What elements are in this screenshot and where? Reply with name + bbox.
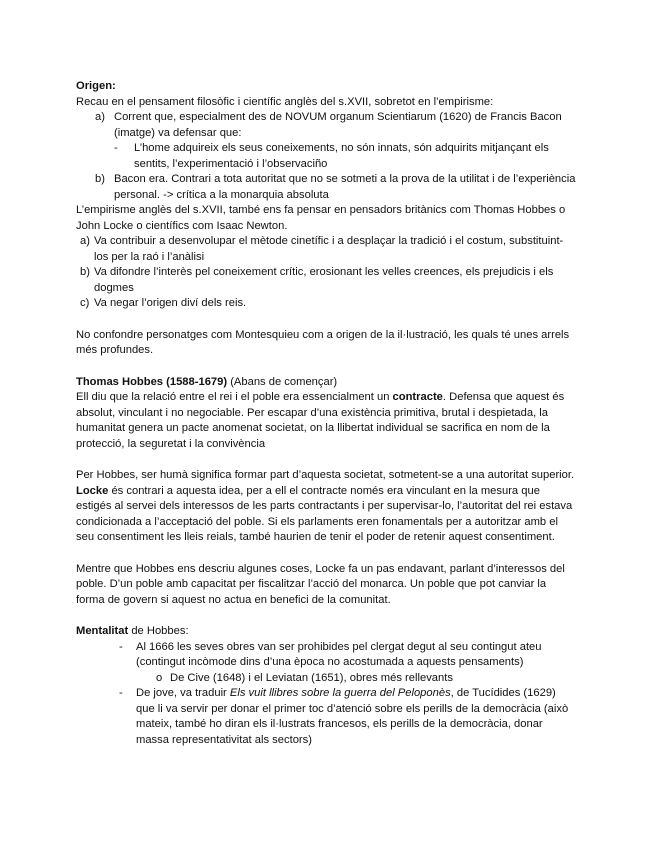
section-heading-origen: Origen:	[76, 80, 116, 92]
list-item-text: Va contribuir a desenvolupar el mètode cinetífic i a desplaçar la tradició i el costum, substituint-los per la raó i l’anàlisi	[94, 235, 564, 263]
list-item-text: Va negar l’origen diví dels reis.	[94, 297, 247, 309]
list-item	[76, 172, 576, 203]
list-item	[76, 234, 576, 265]
list-item-text: Bacon era. Contrari a tota autoritat que no se sotmeti a la prova de la utilitat i de l’experiència personal. -> crítica a la monarquia absoluta	[114, 173, 576, 201]
list-item-text: Va difondre l’interès pel coneixement crític, erosionant les velles creences, els prejudicis i els dogmes	[94, 266, 554, 294]
list-item-text: L’home adquireix els seus coneixements, no són innats, són adquirits mitjançant els sentits, l’experimentació i l’observaciño	[134, 142, 549, 170]
origen-intro: Recau en el pensament filosòfic i científic anglès del s.XVII, sobretot en l’empirisme:	[76, 95, 494, 108]
list-subitem	[76, 141, 576, 172]
list-marker: b)	[95, 173, 105, 185]
empirisme-paragraph: L’empirisme anglès del s.XVII, també ens fa pensar en pensadors britànics com Thomas Hobbes o John Locke o científics com Isaac Newton.	[76, 204, 566, 232]
list-item-text: De jove, va traduir Els vuit llibres sobre la guerra del Peloponès, de Tucídides (1629) que li va servir per donar el primer toc d’atenció sobre els perills de la democràcia (això mateix, també ho diran els il·lustrats francesos, els perills de la democràcia, donar massa representativitat als sectors)	[136, 687, 569, 746]
list-marker: o	[156, 671, 163, 684]
section-heading-mentalitat: Mentalitat de Hobbes:	[76, 625, 189, 637]
list-marker: c)	[80, 297, 90, 309]
list-item	[76, 265, 576, 296]
list-marker: -	[119, 640, 123, 653]
list-marker: b)	[80, 266, 90, 278]
list-item	[76, 110, 576, 141]
list-item-text: Al 1666 les seves obres van ser prohibides pel clergat degut al seu contingut ateu (contingut incòmode dins d’una època no acostumada a aquests pensaments)	[136, 640, 542, 668]
section-heading-hobbes: Thomas Hobbes (1588-1679) (Abans de començar)	[76, 375, 338, 388]
list-item-text: De Cive (1648) i el Leviatan (1651), obres més rellevants	[170, 671, 453, 684]
hobbes-paragraph-1: Ell diu que la relació entre el rei i el poble era essencialment un contracte. Defensa que aquest és absolut, vinculant i no negociable. Per escapar d’una existència primitiva, brutal i despietada, la humanitat genera un pacte anomenat societat, on la llibertat individual se sacrifica en nom de la protecció, la seguretat i la convivència	[76, 391, 565, 450]
hobbes-paragraph-3: Mentre que Hobbes ens descriu algunes coses, Locke fa un pas endavant, parlant d’interessos del poble. D’un poble amb capacitat per fiscalitzar l’acció del monarca. Un poble que pot canviar la forma de govern si aquest no actua en benefici de la comunitat.	[76, 562, 565, 606]
list-item	[76, 686, 576, 748]
list-marker: a)	[80, 235, 90, 247]
list-item-text: Corrent que, especialment des de NOVUM organum Scientiarum (1620) de Francis Bacon (imatge) va defensar que:	[114, 111, 562, 139]
list-marker: a)	[95, 111, 105, 123]
list-item	[76, 296, 576, 312]
document-page	[76, 79, 576, 748]
list-marker: -	[119, 687, 123, 699]
note-paragraph: No confondre personatges com Montesquieu com a origen de la il·lustració, les quals té unes arrels més profundes.	[76, 328, 570, 356]
hobbes-paragraph-2: Per Hobbes, ser humà significa formar part d’aquesta societat, sotmetent-se a una autoritat superior. Locke és contrari a aquesta idea, per a ell el contracte només era vinculant en la mesura que estigés al servei dels interessos de les parts contractants i per supervisar-lo, l’autoritat del rei estava condicionada a l’acceptació del poble. Si els parlaments eren fonamentals per a autoritzar amb el seu consentiment les lleis reials, també haurien de tenir el poder de retenir aquest consentiment.	[76, 469, 575, 543]
list-subitem	[76, 671, 576, 687]
list-item	[76, 640, 576, 671]
list-marker: -	[114, 142, 118, 154]
